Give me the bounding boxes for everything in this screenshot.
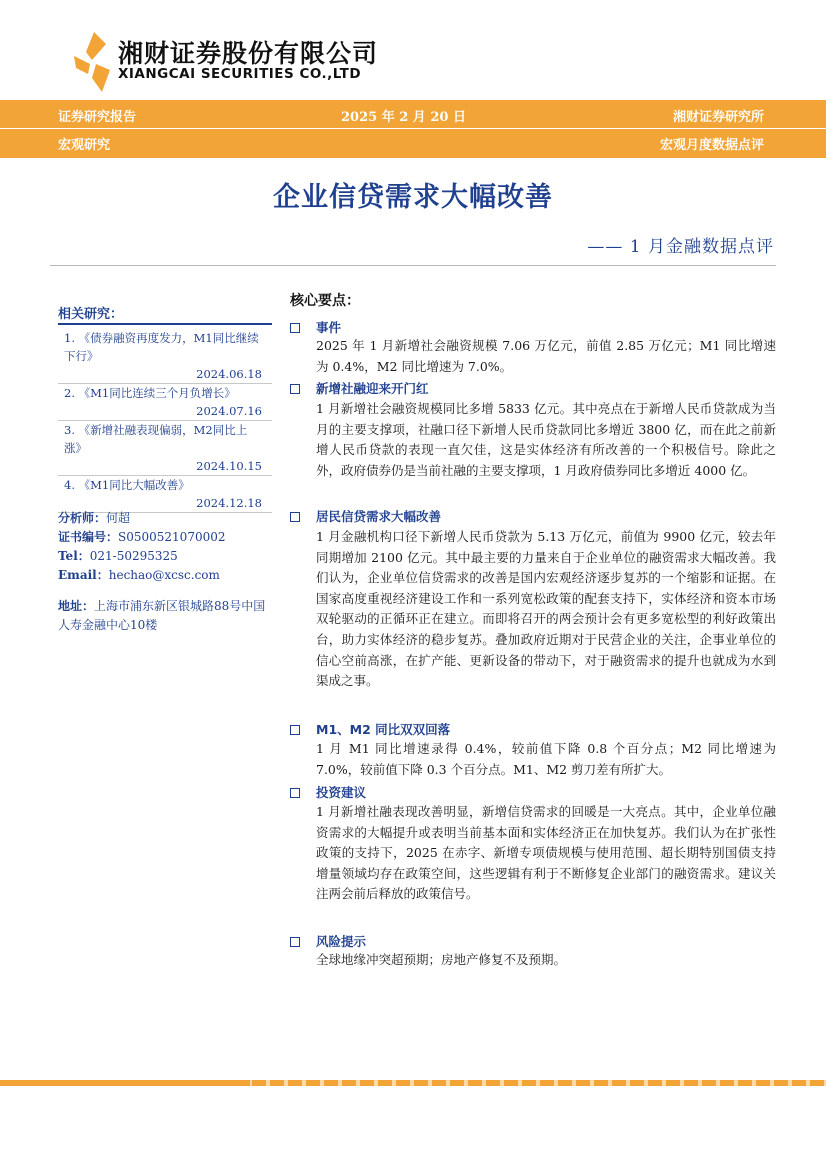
related-research-list <box>58 329 272 513</box>
report-info-bar <box>0 100 826 158</box>
section-body: 1 月 M1 同比增速录得 0.4%，较前值下降 0.8 个百分点；M2 同比增速为 7.0%，较前值下降 0.3 个百分点。M1、M2 剪刀差有所扩大。 <box>316 741 776 777</box>
cert-number: S0500521070002 <box>118 530 226 544</box>
footer-solid-bar <box>0 1080 250 1086</box>
section-heading: 投资建议 <box>290 783 366 801</box>
address-info <box>58 597 272 635</box>
report-title: 企业信贷需求大幅改善 <box>273 182 553 213</box>
related-research-rule <box>58 323 272 325</box>
report-subtitle: —— 1 月金融数据点评 <box>587 237 774 257</box>
related-research-item[interactable] <box>58 384 272 421</box>
section-body: 1 月新增社融表现改善明显，新增信贷需求的回暖是一大亮点。其中，企业单位融资需求的大幅提升或表明当前基本面和实体经济正在加快复苏。我们认为在扩张性政策的支持下，2025 在赤字、新增专项债规模与使用范围、超长期特别国债支持增量领域均存在政策空间，这些逻辑有利于不断修复企业部门的融资需求。建议关注两会前后释放的政策信号。 <box>316 804 776 902</box>
company-name-cn: 湘财证券股份有限公司 <box>118 39 379 68</box>
checkbox-bullet-icon <box>290 384 300 394</box>
related-research-text: 1. 《债券融资再度发力，M1同比继续下行》 <box>64 331 259 363</box>
cert-label: 证书编号： <box>58 530 119 544</box>
related-research-item[interactable] <box>58 421 272 476</box>
section-body: 1 月新增社会融资规模同比多增 5833 亿元。其中亮点在于新增人民币贷款成为当月的主要支撑项，社融口径下新增人民币贷款同比多增近 3800 亿，而在此之前新增人民币贷款的表现一直欠佳，这是实体经济有所改善的一个积极信号。除此之外，政府债券仍是当前社融的主要支撑项，1 月政府债券同比多增近 4000 亿。 <box>316 401 776 478</box>
related-research-text: 4. 《M1同比大幅改善》 <box>64 478 190 492</box>
related-research-date: 2024.06.18 <box>196 367 262 381</box>
email-address[interactable]: hechao@xcsc.com <box>108 568 220 582</box>
related-research-date: 2024.07.16 <box>196 404 262 418</box>
section-heading: 居民信贷需求大幅改善 <box>290 507 441 525</box>
section-heading: 事件 <box>290 318 341 336</box>
section-body: 2025 年 1 月新增社会融资规模 7.06 万亿元，前值 2.85 万亿元；M1 同比增速为 0.4%，M2 同比增速为 7.0%。 <box>316 338 776 374</box>
checkbox-bullet-icon <box>290 323 300 333</box>
info-bar-divider <box>0 128 826 129</box>
institute-name: 湘财证券研究所 <box>672 110 764 125</box>
section-body: 1 月金融机构口径下新增人民币贷款为 5.13 万亿元，前值为 9900 亿元，较去年同期增加 2100 亿元。其中最主要的力量来自于企业单位的融资需求大幅改善。我们认为，企业单位信贷需求的改善是国内宏观经济逐步复苏的一个缩影和证据。在国家高度重视经济建设工作和一系列宽松政策的配套支持下，实体经济和资本市场双轮驱动的正循环正在建立。而即将召开的两会预计会有更多宽松型的利好政策出台，助力实体经济的稳步复苏。叠加政府近期对于民营企业的关注，企事业单位的信心空前高涨，在扩产能、更新设备的带动下，对于融资需求的提升也就成为水到渠成之事。 <box>316 529 776 689</box>
core-points-title: 核心要点： <box>290 293 360 309</box>
address-label: 地址： <box>58 599 95 613</box>
report-category: 宏观研究 <box>58 138 111 153</box>
section-heading: M1、M2 同比双双回落 <box>290 720 450 738</box>
tel-label: Tel： <box>58 549 90 563</box>
company-logo-icon <box>72 30 112 94</box>
related-research-text: 2. 《M1同比连续三个月负增长》 <box>64 386 236 400</box>
checkbox-bullet-icon <box>290 725 300 735</box>
related-research-item[interactable] <box>58 329 272 384</box>
section-heading: 新增社融迎来开门红 <box>290 379 429 397</box>
analyst-label: 分析师： <box>58 511 107 525</box>
address-text: 上海市浦东新区银城路88号中国人寿金融中心10楼 <box>58 599 266 632</box>
related-research-date: 2024.10.15 <box>196 459 262 473</box>
email-label: Email： <box>58 568 109 582</box>
tel-number: 021-50295325 <box>89 549 178 563</box>
report-type: 证券研究报告 <box>58 110 137 125</box>
related-research-item[interactable] <box>58 476 272 513</box>
related-research-title: 相关研究： <box>58 307 124 322</box>
related-research-date: 2024.12.18 <box>196 496 262 510</box>
report-subcategory: 宏观月度数据点评 <box>659 138 764 153</box>
related-research-text: 3. 《新增社融表现偏弱，M2同比上涨》 <box>64 423 248 455</box>
title-divider <box>50 265 776 266</box>
company-name-en: XIANGCAI SECURITIES CO.,LTD <box>118 66 362 82</box>
checkbox-bullet-icon <box>290 788 300 798</box>
report-date: 2025 年 2 月 20 日 <box>341 110 466 125</box>
section-body: 全球地缘冲突超预期；房地产修复不及预期。 <box>316 952 567 967</box>
checkbox-bullet-icon <box>290 937 300 947</box>
analyst-name: 何超 <box>106 511 131 525</box>
checkbox-bullet-icon <box>290 512 300 522</box>
analyst-info <box>58 509 226 585</box>
section-heading: 风险提示 <box>290 932 366 950</box>
